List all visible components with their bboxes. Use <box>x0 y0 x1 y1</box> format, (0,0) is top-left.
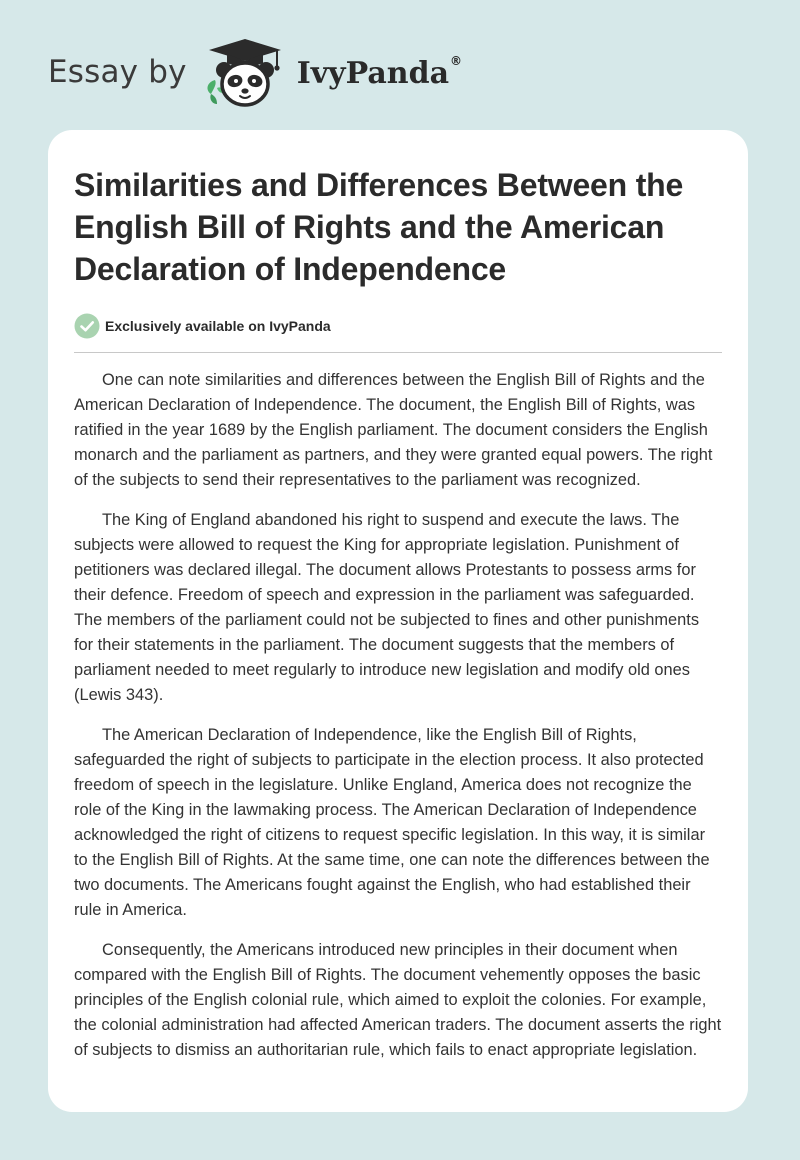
paragraph: Consequently, the Americans introduced new principles in their document when compared with the English Bill of Rights. The document vehemently opposes the basic principles of the English colonial rule, which aimed to exploit the colonies. For example, the colonial administration had affected American traders. The document asserts the right of subjects to dismiss an authoritarian rule, which fails to enact appropriate legislation. <box>74 941 722 1059</box>
brand-name <box>296 54 463 91</box>
exclusive-badge <box>74 312 722 340</box>
essay-by-label: Essay by <box>48 53 187 90</box>
brand-name-text: IvyPanda <box>296 56 450 91</box>
essay-title: Similarities and Differences Between the English Bill of Rights and the American Declaration of Independence <box>74 167 684 287</box>
site-header-logo[interactable] <box>48 36 462 108</box>
paragraph: The King of England abandoned his right to suspend and execute the laws. The subjects were allowed to request the King for appropriate legislation. Punishment of petitioners was declared illegal. The document allows Protestants to possess arms for their defence. Freedom of speech and expression in the parliament was safeguarded. The members of the parliament could not be subjected to fines and other punishments for their statements in the parliament. The document suggests that the members of parliament needed to meet regularly to introduce new legislation and modify old ones (Lewis 343). <box>74 511 700 704</box>
essay-card <box>48 130 748 1112</box>
panda-graduate-icon <box>197 36 293 108</box>
exclusive-badge-text: Exclusively available on IvyPanda <box>105 318 331 334</box>
paragraph: One can note similarities and differences between the English Bill of Rights and the American Declaration of Independence. The document, the English Bill of Rights, was ratified in the year 1689 by the English parliament. The document considers the English monarch and the parliament as partners, and they were granted equal powers. The right of the subjects to send their representatives to the parliament was recognized. <box>74 371 713 489</box>
registered-mark: ® <box>450 54 463 68</box>
essay-body <box>74 368 722 1063</box>
divider <box>74 352 722 353</box>
check-circle-icon <box>74 313 100 339</box>
paragraph: The American Declaration of Independence, like the English Bill of Rights, safeguarded the right of subjects to participate in the election process. It also protected freedom of speech in the legislature. Unlike England, America does not recognize the role of the King in the lawmaking process. The American Declaration of Independence acknowledged the right of citizens to request specific legislation. In this way, it is similar to the English Bill of Rights. At the same time, one can note the differences between the two documents. The Americans fought against the English, who had established their rule in America. <box>74 726 710 919</box>
